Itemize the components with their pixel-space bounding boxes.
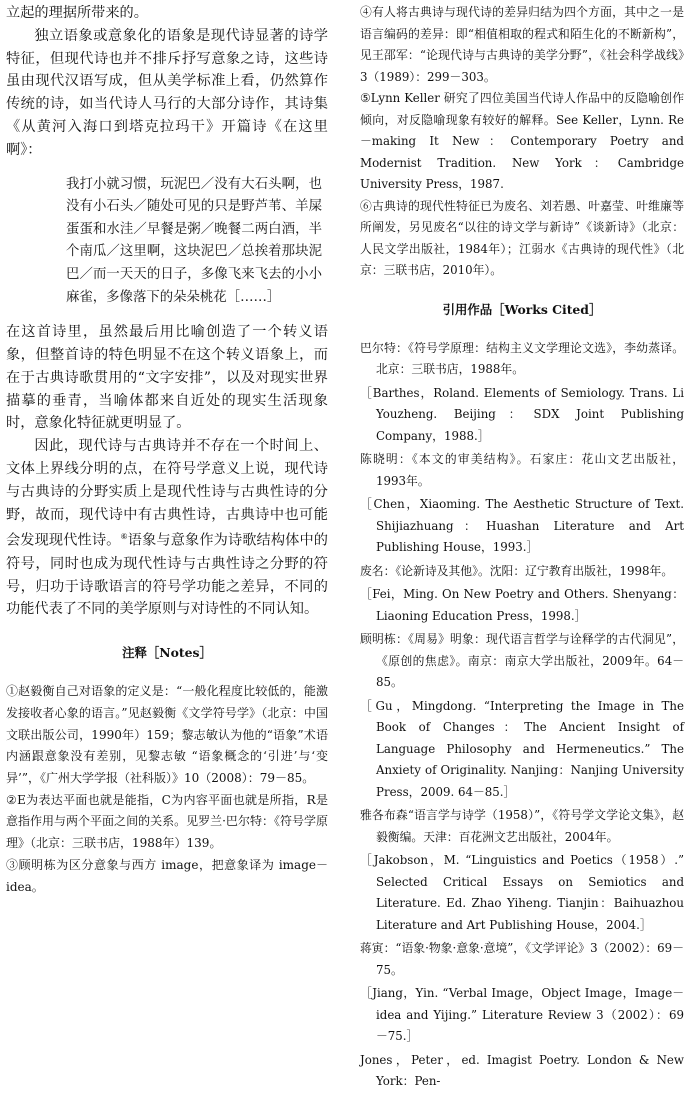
- reference-entry: ［Barthes，Roland. Elements of Semiology. Trans. Li Youzheng. Beijing：SDX Joint Publishing Company，1988.］: [360, 385, 684, 443]
- reference-entry: ［Chen，Xiaoming. The Aesthetic Structure of Text. Shijiazhuang：Huashan Literature and Art Publishing House，1993.］: [360, 497, 684, 554]
- reference-entry: ［Fei，Ming. On New Poetry and Others. Shenyang：Liaoning Education Press，1998.］: [360, 587, 684, 623]
- paragraph: [6, 435, 328, 621]
- reference-entry: 巴尔特：《符号学原理：结构主义文学理论文选》，李幼蒸译。北京：三联书店，1988年。: [360, 340, 684, 376]
- reference-entry: 蒋寅：“语象·物象·意象·意境”，《文学评论》3（2002）：69－75。: [360, 941, 684, 977]
- note-item: ⑤Lynn Keller 研究了四位美国当代诗人作品中的反隐喻创作倾向，对反隐喻现象有较好的解释。See Keller，Lynn. Re－making It New：Contemporary Poetry and Modernist Tradition. New York：Cambridge University Press，1987.: [360, 91, 684, 191]
- reference-entry: 废名：《论新诗及其他》。沈阳：辽宁教育出版社，1998年。: [360, 563, 674, 578]
- reference-entry: ［Jakobson，M. “Linguistics and Poetics（1958）.” Selected Critical Essays on Semiotics and Literature. Ed. Zhao Yiheng. Tianjin：Baihuazhou Literature and Art Publishing House，2004.］: [360, 853, 684, 932]
- paragraph: 在这首诗里，虽然最后用比喻创造了一个转义语象，但整首诗的特色明显不在这个转义语象上，而在于古典诗歌贯用的“文字安排”，以及对现实世界描摹的垂青，当喻体都来自近处的现实生活现象时，意象化特征就更明显了。: [6, 324, 328, 432]
- note-item: ②E为表达平面也就是能指，C为内容平面也就是所指，R是意指作用与两个平面之间的关系。见罗兰·巴尔特：《符号学原理》（北京：三联书店，1988年）139。: [6, 792, 328, 851]
- footnote-marker: ⑥: [120, 532, 128, 542]
- reference-entry: 顾明栋：《周易》明象：现代语言哲学与诠释学的古代洞见”，《原创的焦虑》。南京：南京大学出版社，2009年。64－85。: [360, 632, 684, 689]
- paragraph-text: 因此，现代诗与古典诗并不存在一个时间上、文体上界线分明的点，在符号学意义上说，现代诗与古典诗的分野实质上是现代性诗与古典性诗的分野，故而，现代诗中有古典性诗，古典诗中也可能会发现现代性诗。: [6, 438, 328, 550]
- note-item: ④有人将古典诗与现代诗的差异归结为四个方面，其中之一是语言编码的差异：即“相值相取的程式和陌生化的不断新构”，见王邵军：“论现代诗与古典诗的美学分野”，《社会科学战线》3（1989）：299－303。: [360, 5, 684, 84]
- note-item: ①赵毅衡自己对语象的定义是：“一般化程度比较低的，能激发接收者心象的语言。”见赵毅衡《文学符号学》（北京：中国文联出版公司，1990年）159；黎志敏认为他的“语象”术语内涵跟意象没有差别，见黎志敏 “语象概念的‘引进’与‘变异’”，《广州大学学报（社科版）》10（2008）：79－85。: [6, 684, 328, 786]
- note-item: ③顾明栋为区分意象与西方 image，把意象译为 image－idea。: [6, 857, 328, 894]
- notes-heading: 注释［Notes］: [122, 645, 212, 661]
- reference-entry: 陈晓明：《本文的审美结构》。石家庄：花山文艺出版社，1993年。: [360, 452, 684, 488]
- works-cited-heading: 引用作品［Works Cited］: [442, 301, 602, 317]
- reference-entry: ［Gu，Mingdong. “Interpreting the Image in The Book of Changes：The Ancient Insight of Language Philosophy and Hermeneutics.” The Anxiety of Originality. Nanjing：Nanjing University Press，2009. 64－85.］: [360, 698, 684, 799]
- reference-entry: Jones，Peter，ed. Imagist Poetry. London & New York：Pen-: [360, 1052, 684, 1088]
- right-column: [360, 0, 684, 1095]
- reference-entry: 雅各布森“语言学与诗学（1958）”，《符号学文学论文集》，赵毅衡编。天津：百花洲文艺出版社，2004年。: [360, 808, 684, 844]
- paragraph-text: 语象与意象作为诗歌结构体中的符号，同时也成为现代性诗与古典性诗之分野的符号，归功于诗歌语言的符号学功能之差异，不同的功能代表了不同的美学原则与对诗性的不同认知。: [6, 533, 328, 618]
- note-item: ⑥古典诗的现代性特征已为废名、刘若愚、叶嘉莹、叶维廉等所阐发，另见废名“以往的诗文学与新诗”《谈新诗》（北京：人民文学出版社，1984年）；江弱水《古典诗的现代性》（北京：三联书店，2010年）。: [360, 198, 684, 277]
- left-column: [6, 0, 328, 898]
- poem-quote: 我打小就习惯，玩泥巴／没有大石头啊，也没有小石头／随处可见的只是野芦苇、羊屎蛋蛋和水洼／早餐是粥／晚餐二两白酒，半个南瓜／这里啊，这块泥巴／总挨着那块泥巴／而一天天的日子，多像飞来飞去的小小麻雀，多像落下的朵朵桃花［……］: [66, 176, 322, 305]
- reference-entry: ［Jiang，Yin. “Verbal Image，Object Image，Image－idea and Yijing.” Literature Review 3（2002）：69－75.］: [360, 986, 684, 1043]
- paragraph: 独立语象或意象化的语象是现代诗显著的诗学特征，但现代诗也并不排斥抒写意象之诗，这些诗虽由现代汉语写成，但从美学标准上看，仍然算作传统的诗，如当代诗人马行的大部分诗作，其诗集《从黄河入海口到塔克拉玛干》开篇诗《在这里啊》：: [6, 27, 328, 158]
- paragraph-continued: 立起的理据所带来的。: [6, 5, 148, 21]
